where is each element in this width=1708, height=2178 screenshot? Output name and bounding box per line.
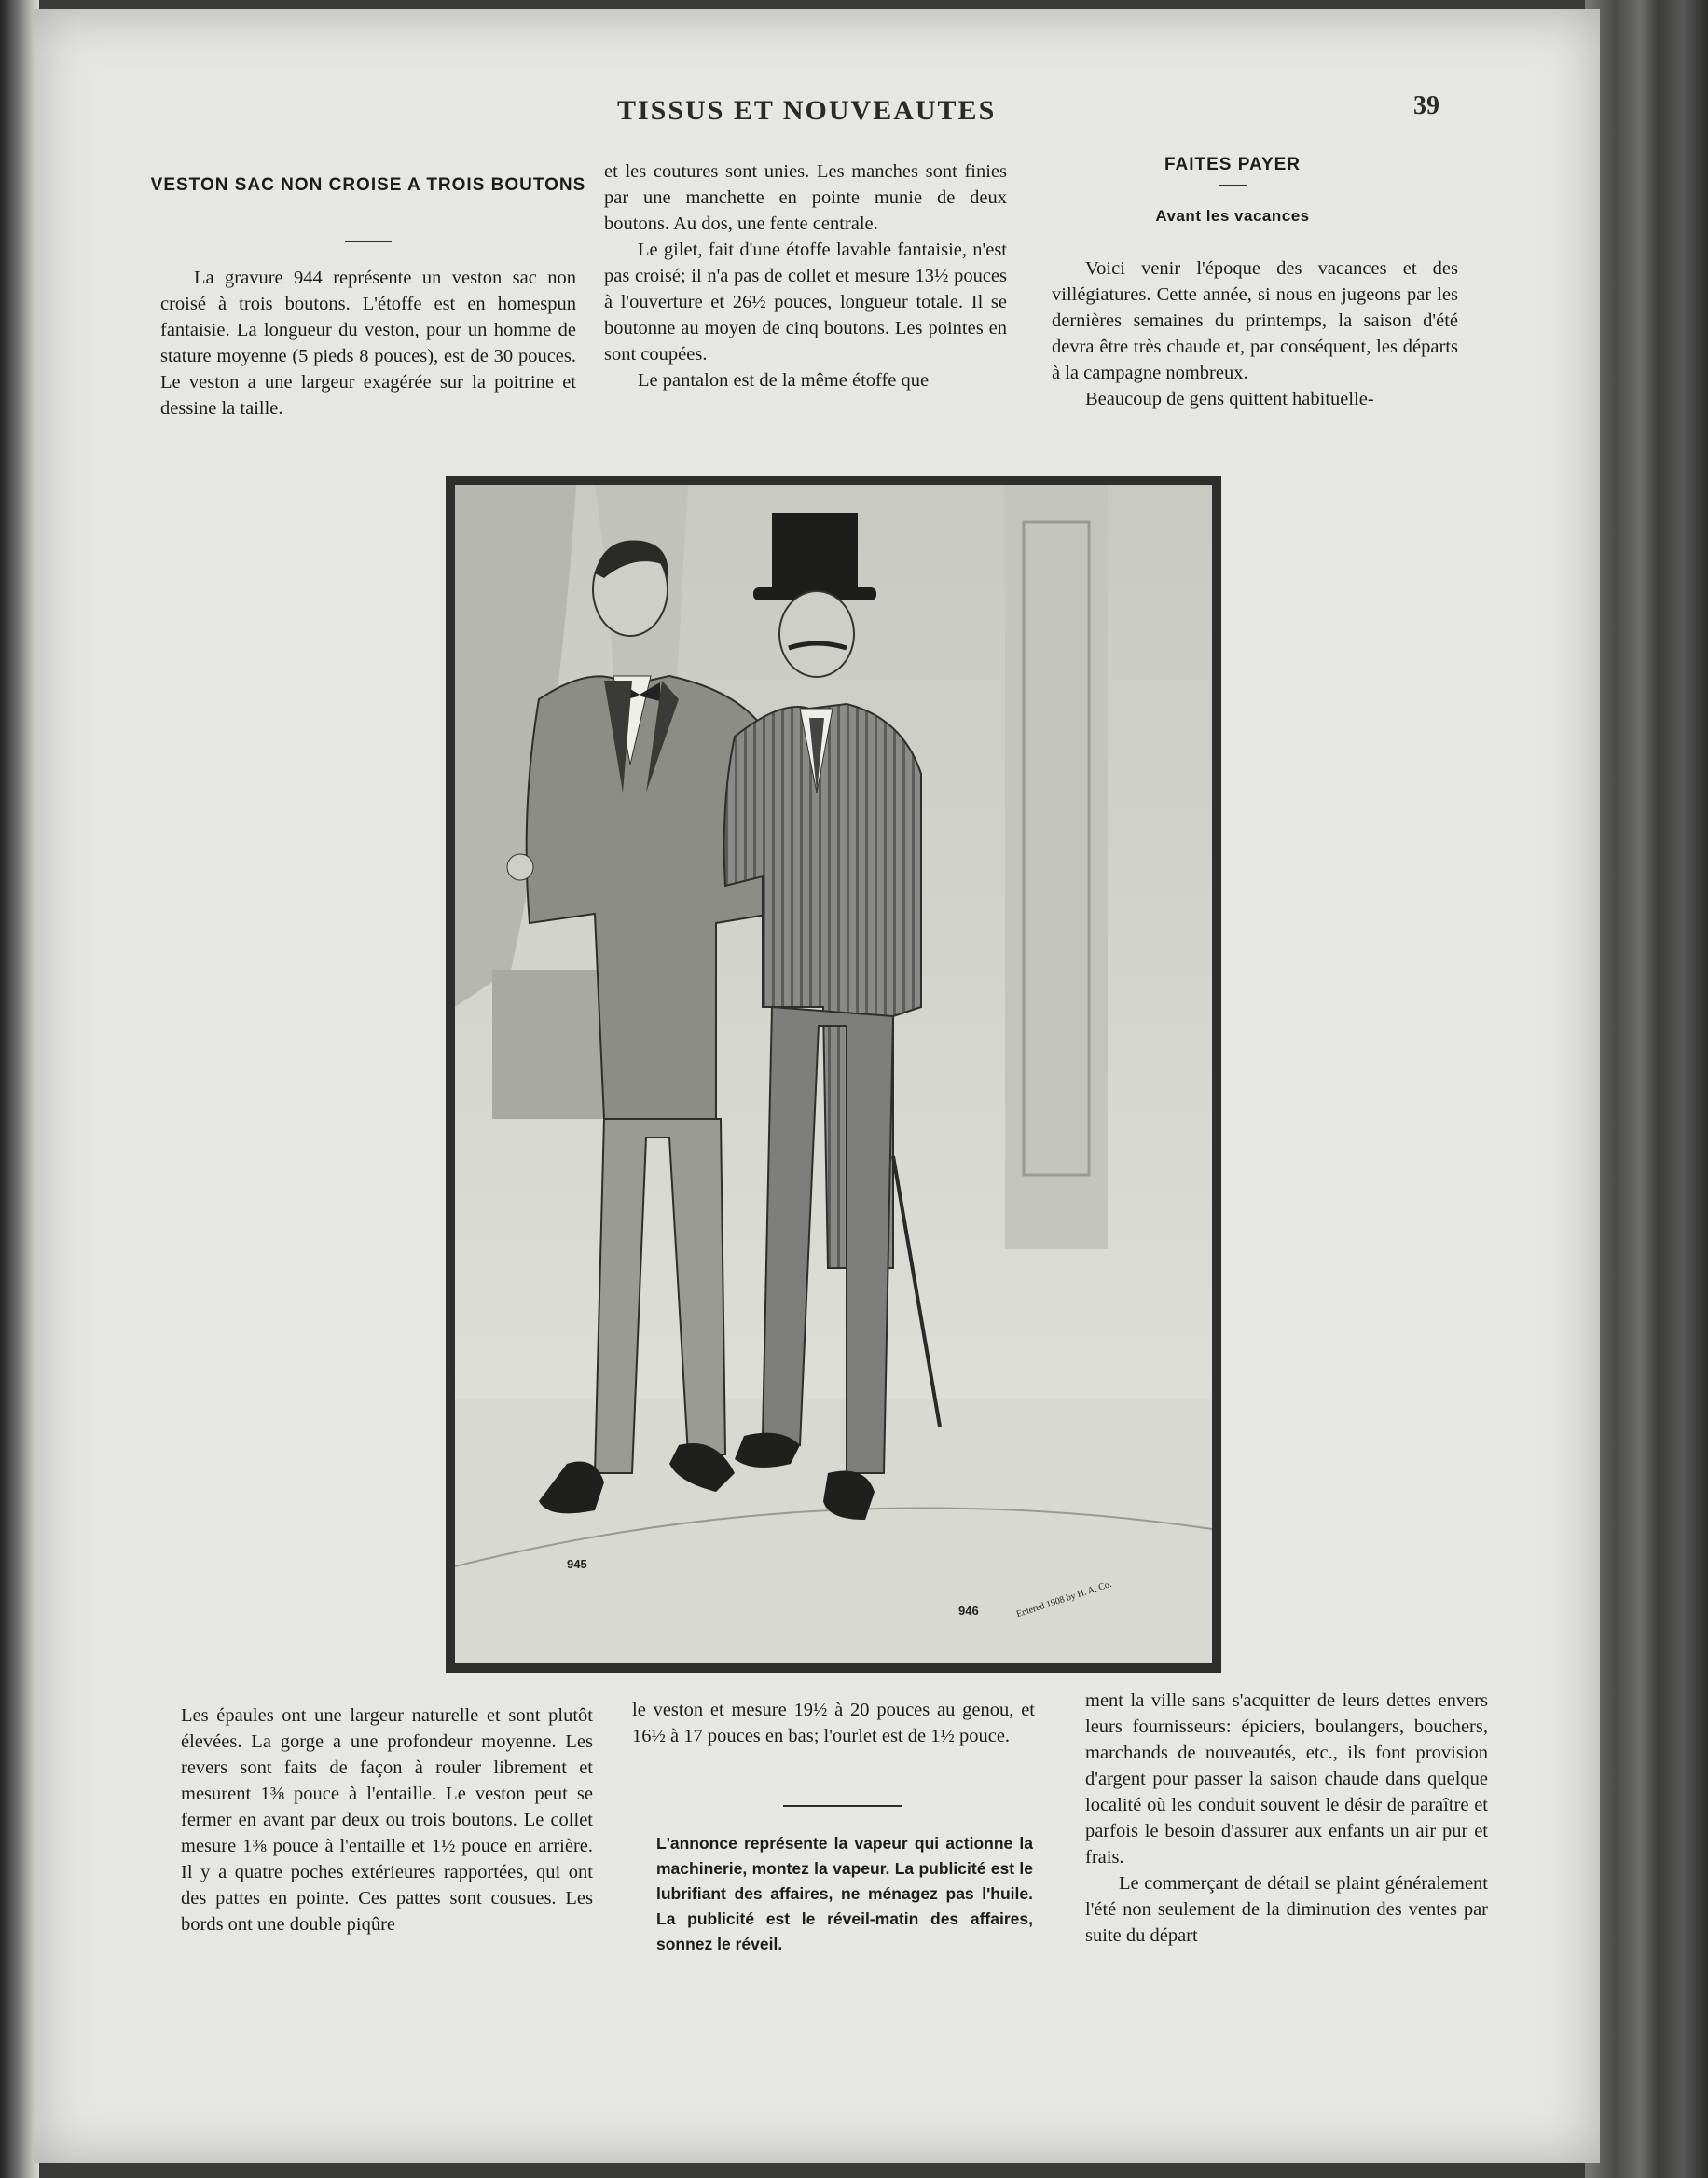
page [34, 9, 1600, 2163]
column-3-bottom [1085, 1688, 1488, 1949]
title-rule [1219, 185, 1247, 186]
paragraph: Voici venir l'époque des vacances et des villégiatures. Cette année, si nous en jugeons par les dernières semaines du printemps, la saison d'été devra être très chaude et, par conséquent, les départs à la campagne nombreux. [1052, 258, 1458, 383]
column-1-top [160, 265, 576, 421]
paragraph: Les épaules ont une largeur naturelle et sont plutôt élevées. La gorge a une profondeur moyenne. Les revers sont faits de façon à rouler librement et mesurent 1⅜ pouce à l'entaille. Le veston peut se fermer en avant par deux ou trois boutons. Le collet mesure 1⅜ pouce à l'entaille et 1½ pouce en arrière. Il y a quatre poches extérieures rapportées, qui ont des pattes en pointe. Ces pattes sont cousues. Les bords ont une double piqûre [181, 1705, 593, 1935]
paragraph: Le gilet, fait d'une étoffe lavable fantaisie, n'est pas croisé; il n'a pas de collet et mesure 13½ pouces à l'ouverture et 26½ pouces, longueur totale. Il se boutonne au moyen de cinq boutons. Les pointes en sont coupées. [604, 240, 1007, 365]
paragraph: Beaucoup de gens quittent habituelle- [1085, 389, 1374, 409]
article2-subtitle: Avant les vacances [1155, 207, 1310, 225]
paragraph: et les coutures sont unies. Les manches sont finies par une manchette en pointe munie de deux boutons. Au dos, une fente centrale. [604, 161, 1007, 234]
figure-label-945: 945 [567, 1557, 587, 1571]
article2-title: FAITES PAYER [1164, 155, 1302, 174]
column-2-bottom [632, 1697, 1035, 1749]
book-page-edges [1585, 0, 1708, 2178]
paragraph: ment la ville sans s'acquitter de leurs dettes envers leurs fournisseurs: épiciers, boulangers, bouchers, marchands de nouveautés, etc., ils font provision d'argent pour passer la saison chaude dans quelque localité où les conduit souvent le désir de paraître et parfois le besoin d'assurer aux enfants un air pur et frais. [1085, 1690, 1488, 1868]
column-2-top [604, 159, 1007, 393]
column-1-bottom [181, 1702, 593, 1937]
advertising-notice: L'annonce représente la vapeur qui actionne la machinerie, montez la vapeur. La publicité est le lubrifiant des affaires, ne ménagez pas l'huile. La publicité est le réveil-matin des affaires, sonnez le réveil. [656, 1834, 1033, 1953]
engraving-credit: Entered 1908 by H. A. Co. [1014, 1578, 1113, 1620]
article-title: VESTON SAC NON CROISE A TROIS BOUTONS [150, 175, 586, 195]
section-rule [783, 1805, 902, 1807]
title-rule [345, 241, 392, 242]
paragraph: Le pantalon est de la même étoffe que [638, 370, 930, 391]
figure-label-946: 946 [958, 1604, 979, 1618]
fashion-illustration [446, 476, 1221, 1673]
engraving-menswear [455, 485, 1212, 1663]
column-3-top [1052, 255, 1458, 412]
paragraph: Le commerçant de détail se plaint généralement l'été non seulement de la diminution des ventes par suite du départ [1085, 1873, 1488, 1946]
page-number: 39 [1413, 91, 1439, 120]
paragraph: La gravure 944 représente un veston sac non croisé à trois boutons. L'étoffe est en homespun fantaisie. La longueur du veston, pour un homme de stature moyenne (5 pieds 8 pouces), est de 30 pouces. Le veston a une largeur exagérée sur la poitrine et dessine la taille. [160, 268, 576, 419]
paragraph: le veston et mesure 19½ à 20 pouces au genou, et 16½ à 17 pouces en bas; l'ourlet est de 1½ pouce. [632, 1700, 1035, 1746]
running-head: TISSUS ET NOUVEAUTES [617, 95, 997, 126]
